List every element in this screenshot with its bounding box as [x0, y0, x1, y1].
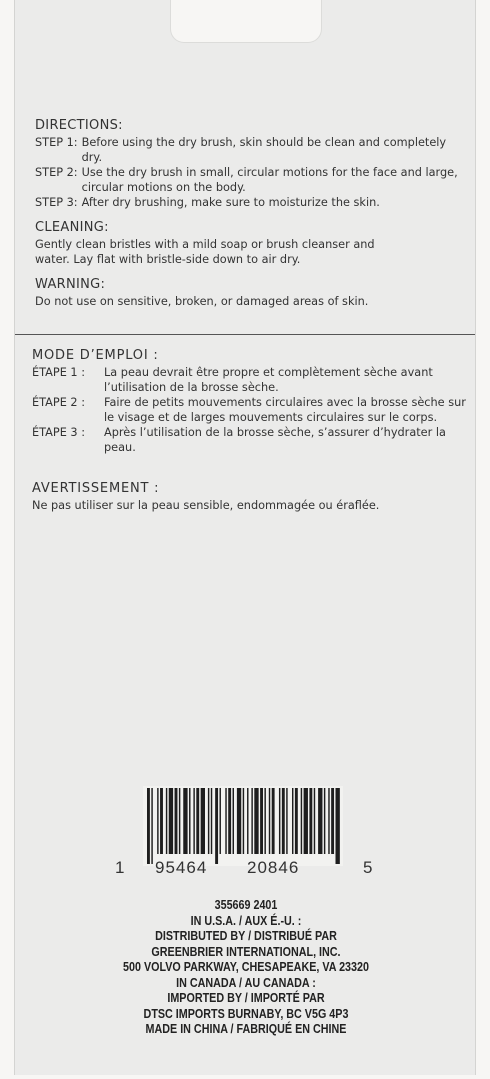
etape-text: Après l’utilisation de la brosse sèche, s’assurer d’hydrater la peau. [104, 426, 446, 454]
distributor-info [47, 898, 444, 1038]
product-card-back [14, 0, 476, 1075]
footer-line: IMPORTED BY / IMPORTÉ PAR [167, 991, 325, 1005]
barcode-bars [143, 786, 343, 866]
footer-line: IN CANADA / AU CANADA : [176, 975, 316, 990]
etape-step [32, 425, 467, 455]
etape-text: Faire de petits mouvements circulaires avec la brosse sèche sur le visage et de larges mouvements circulaires sur le corps. [104, 396, 466, 424]
barcode [115, 786, 377, 886]
etape-label: ÉTAPE 1 : [32, 366, 86, 379]
barcode-digits-group1: 95464 [155, 858, 208, 877]
step-text: Before using the dry brush, skin should be clean and completely dry. [81, 136, 447, 164]
etape-step [32, 365, 467, 395]
direction-step [35, 165, 465, 195]
hang-slot [170, 0, 322, 43]
warning-heading: WARNING: [35, 277, 106, 292]
barcode-digit-left: 1 [115, 858, 126, 877]
step-text: Use the dry brush in small, circular motions for the face and large, circular motions on the body. [81, 166, 458, 194]
etape-label: ÉTAPE 2 : [32, 396, 86, 409]
directions-section [35, 118, 465, 210]
mode-emploi-heading: MODE D’EMPLOI : [32, 348, 159, 363]
cleaning-text-line: Gently clean bristles with a mild soap or brush cleanser and [35, 238, 375, 251]
direction-step [35, 195, 465, 210]
barcode-bars-graphic [143, 786, 343, 866]
warning-text: Do not use on sensitive, broken, or damaged areas of skin. [35, 295, 369, 308]
step-text: After dry brushing, make sure to moisturize the skin. [81, 196, 380, 209]
direction-step [35, 135, 465, 165]
step-label: STEP 2: [35, 166, 78, 179]
cleaning-section [35, 220, 465, 267]
barcode-digits-group2: 20846 [247, 858, 300, 877]
etape-label: ÉTAPE 3 : [32, 426, 86, 439]
step-label: STEP 3: [35, 196, 78, 209]
footer-line: IN U.S.A. / AUX É.-U. : [190, 913, 302, 928]
section-divider [15, 334, 476, 335]
avertissement-heading: AVERTISSEMENT : [32, 481, 160, 496]
footer-line: MADE IN CHINA / FABRIQUÉ EN CHINE [145, 1022, 347, 1036]
step-label: STEP 1: [35, 136, 78, 149]
lot-code: 355669 2401 [214, 898, 278, 912]
footer-line: DTSC IMPORTS BURNABY, BC V5G 4P3 [143, 1006, 349, 1021]
avertissement-text: Ne pas utiliser sur la peau sensible, endommagée ou éraflée. [32, 499, 380, 512]
directions-heading: DIRECTIONS: [35, 118, 123, 133]
footer-line: GREENBRIER INTERNATIONAL, INC. [151, 944, 341, 959]
french-instructions [32, 348, 467, 523]
cleaning-text-line: water. Lay flat with bristle-side down to air dry. [35, 253, 301, 266]
footer-line: DISTRIBUTED BY / DISTRIBUÉ PAR [155, 929, 337, 943]
mode-emploi-section [32, 348, 467, 455]
etape-text: La peau devrait être propre et complètement sèche avant l’utilisation de la brosse sèche. [104, 366, 433, 394]
footer-line: 500 VOLVO PARKWAY, CHESAPEAKE, VA 23320 [123, 960, 369, 974]
barcode-digit-right: 5 [363, 858, 374, 877]
english-instructions [35, 118, 465, 319]
etape-step [32, 395, 467, 425]
cleaning-heading: CLEANING: [35, 220, 109, 235]
warning-section [35, 277, 465, 309]
avertissement-section [32, 481, 467, 513]
